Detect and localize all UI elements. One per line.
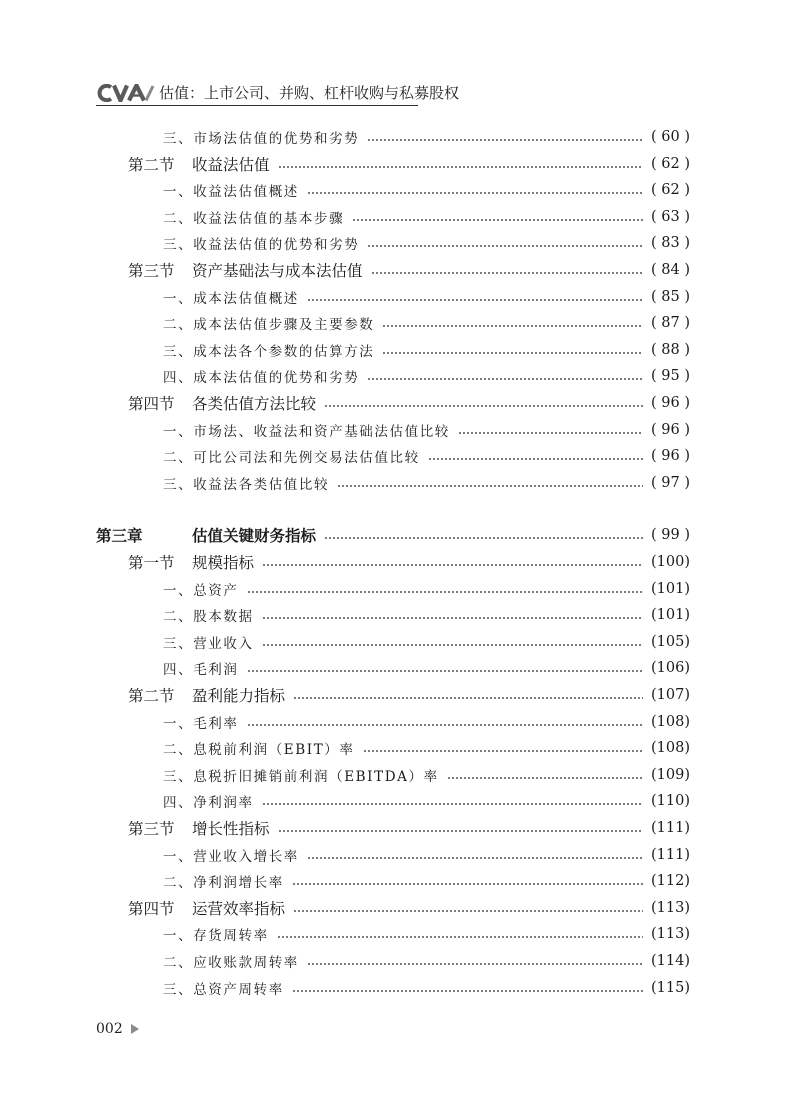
- toc-page-number: (109): [651, 766, 690, 783]
- toc-section-row[interactable]: [128, 257, 690, 283]
- toc-section-row[interactable]: [128, 815, 690, 841]
- toc-item-row[interactable]: [163, 975, 690, 1001]
- toc-entry-title: 二、成本法估值步骤及主要参数: [163, 317, 375, 334]
- dot-leader: [262, 803, 643, 805]
- toc-entry-title: 二、净利润增长率: [163, 875, 284, 892]
- toc-entry-title: 四、净利润率: [163, 795, 254, 812]
- toc-item-row[interactable]: [163, 443, 690, 469]
- toc-item-row[interactable]: [163, 762, 690, 788]
- toc-page-number: ( 60 ): [651, 129, 690, 145]
- toc-page-number: (113): [651, 899, 690, 916]
- dot-leader: [367, 378, 643, 380]
- toc-section-row[interactable]: [128, 390, 690, 416]
- dot-leader: [307, 299, 643, 301]
- toc-entry-title: 四、毛利润: [163, 662, 239, 679]
- toc-page-number: ( 99 ): [651, 527, 690, 544]
- toc-entry-number: 第四节: [128, 395, 175, 413]
- dot-leader: [337, 485, 643, 487]
- toc-item-row[interactable]: [163, 788, 690, 814]
- toc-entry-text: 增长性指标: [192, 820, 270, 838]
- toc-entry-text: 收益法估值: [192, 155, 270, 174]
- dot-leader: [262, 617, 643, 619]
- dot-leader: [371, 272, 644, 274]
- toc-item-row[interactable]: [163, 629, 690, 655]
- toc-entry-title: [128, 551, 254, 573]
- dot-leader: [307, 192, 643, 194]
- toc-item-row[interactable]: [163, 948, 690, 974]
- cva-logo: [96, 84, 156, 102]
- toc-item-row[interactable]: [163, 417, 690, 443]
- toc-item-row[interactable]: [163, 709, 690, 735]
- toc-page-number: (111): [651, 846, 690, 863]
- toc-item-row[interactable]: [163, 735, 690, 761]
- page-footer: [96, 1019, 139, 1039]
- toc-item-row[interactable]: [163, 842, 690, 868]
- toc-entry-text: 盈利能力指标: [192, 687, 286, 705]
- toc-entry-number: 第一节: [128, 554, 175, 572]
- toc-entry-text: 估值关键财务指标: [192, 527, 317, 546]
- toc-page-number: ( 96 ): [651, 421, 690, 438]
- toc-item-row[interactable]: [163, 921, 690, 947]
- dot-leader: [382, 325, 643, 327]
- toc-entry-title: 四、成本法估值的优势和劣势: [163, 370, 360, 387]
- toc-entry-title: 三、营业收入: [163, 635, 254, 652]
- toc-page-number: ( 62 ): [651, 155, 690, 172]
- toc-page-number: (108): [651, 740, 690, 757]
- toc-page-number: (115): [651, 979, 690, 996]
- toc-entry-title: [128, 897, 285, 919]
- toc-item-row[interactable]: [163, 655, 690, 681]
- dot-leader: [324, 405, 643, 407]
- toc-page-number: ( 96 ): [651, 395, 690, 411]
- toc-page-number: ( 87 ): [651, 315, 690, 332]
- toc-entry-title: 三、成本法各个参数的估算方法: [163, 343, 375, 360]
- dot-leader: [367, 139, 643, 141]
- dot-leader: [293, 697, 643, 699]
- toc-entry-title: 二、股本数据: [163, 609, 254, 626]
- toc-page-number: (113): [651, 926, 690, 943]
- toc-entry-text: 运营效率指标: [192, 899, 286, 918]
- toc-entry-text: 资产基础法与成本法估值: [192, 262, 363, 280]
- dot-leader: [307, 857, 643, 859]
- dot-leader: [363, 750, 643, 752]
- toc-entry-title: 二、应收账款周转率: [163, 955, 299, 971]
- toc-entry-number: 第三节: [128, 262, 175, 280]
- toc-page-number: (111): [651, 820, 690, 836]
- toc-entry-title: 一、收益法估值概述: [163, 184, 299, 201]
- toc-item-row[interactable]: [163, 576, 690, 602]
- toc-item-row[interactable]: [163, 602, 690, 628]
- toc-entry-title: 一、毛利率: [163, 715, 239, 732]
- toc-page-number: ( 84 ): [651, 262, 690, 278]
- toc-page-number: (100): [651, 554, 690, 570]
- toc-entry-title: [128, 684, 285, 706]
- toc-section-row[interactable]: [128, 682, 690, 708]
- toc-page-number: ( 83 ): [651, 235, 690, 252]
- toc-page-number: (110): [651, 793, 690, 810]
- toc-item-row[interactable]: [163, 124, 690, 150]
- toc-section-row[interactable]: [128, 549, 690, 575]
- dot-leader: [262, 644, 643, 646]
- toc-item-row[interactable]: [163, 204, 690, 230]
- toc-item-row[interactable]: [163, 337, 690, 363]
- toc-item-row[interactable]: [163, 363, 690, 389]
- book-title: 估值：上市公司、并购、杠杆收购与私募股权: [159, 84, 460, 102]
- toc-entry-title: 三、收益法估值的优势和劣势: [163, 237, 360, 254]
- toc-chapter-row[interactable]: [96, 522, 690, 548]
- toc-entry-title: [128, 817, 270, 839]
- toc-page-number: (107): [651, 687, 690, 703]
- toc-page-number: (112): [651, 873, 690, 890]
- dot-leader: [247, 724, 644, 726]
- dot-leader: [447, 777, 643, 779]
- toc-page-number: (106): [651, 660, 690, 677]
- toc-entry-title: 二、收益法估值的基本步骤: [163, 210, 345, 227]
- toc-entry-number: 第四节: [128, 899, 175, 918]
- toc-item-row[interactable]: [163, 310, 690, 336]
- toc-entry-title: 二、可比公司法和先例交易法估值比较: [163, 450, 420, 467]
- dot-leader: [352, 219, 643, 221]
- dot-leader: [292, 883, 643, 885]
- toc-entry-title: 一、总资产: [163, 582, 239, 599]
- dot-leader: [292, 990, 643, 992]
- toc-entry-title: 二、息税前利润（EBIT）率: [163, 742, 355, 759]
- dot-leader: [247, 670, 644, 672]
- toc-page-number: ( 63 ): [651, 208, 690, 225]
- dot-leader: [293, 910, 643, 912]
- toc-entry-title: 一、存货周转率: [163, 928, 269, 945]
- triangle-arrow-icon: [131, 1024, 139, 1034]
- toc-page-number: (101): [651, 607, 690, 624]
- dot-leader: [247, 591, 644, 593]
- toc-entry-number: 第三节: [128, 820, 175, 838]
- toc-page-number: ( 85 ): [651, 288, 690, 305]
- dot-leader: [307, 963, 643, 965]
- toc-entry-title: [96, 524, 316, 546]
- page-number: 002: [96, 1021, 123, 1037]
- toc-entry-number: 第二节: [128, 687, 175, 705]
- dot-leader: [278, 830, 643, 832]
- toc-page-number: ( 88 ): [651, 341, 690, 358]
- toc-entry-number: 第二节: [128, 155, 175, 174]
- running-header: [96, 82, 460, 106]
- toc-entry-text: 规模指标: [192, 554, 255, 572]
- toc-page-number: (114): [651, 953, 690, 969]
- toc-entry-title: 三、市场法估值的优势和劣势: [163, 131, 360, 147]
- dot-leader: [324, 537, 643, 539]
- toc-entry-number: 第三章: [96, 527, 143, 546]
- toc-page-number: ( 62 ): [651, 182, 690, 199]
- dot-leader: [278, 166, 644, 168]
- toc-entry-title: [128, 153, 270, 175]
- toc-entry-title: [128, 392, 316, 414]
- toc-entry-title: [128, 259, 363, 281]
- toc-entry-title: 一、市场法、收益法和资产基础法估值比较: [163, 423, 450, 440]
- toc-page-number: ( 95 ): [651, 368, 690, 385]
- toc-item-row[interactable]: [163, 470, 690, 496]
- toc-item-row[interactable]: [163, 177, 690, 203]
- toc-item-row[interactable]: [163, 868, 690, 894]
- toc-item-row[interactable]: [163, 284, 690, 310]
- toc-entry-title: 三、总资产周转率: [163, 981, 284, 998]
- dot-leader: [428, 458, 643, 460]
- header-divider: [96, 105, 418, 106]
- toc-item-row[interactable]: [163, 230, 690, 256]
- toc-section-row[interactable]: [128, 895, 690, 921]
- toc-entry-title: 三、息税折旧摊销前利润（EBITDA）率: [163, 768, 439, 785]
- toc-entry-text: 各类估值方法比较: [192, 395, 317, 413]
- toc-entry-title: 一、营业收入增长率: [163, 848, 299, 865]
- dot-leader: [367, 245, 643, 247]
- toc-entry-title: 一、成本法估值概述: [163, 290, 299, 307]
- toc-page-number: (101): [651, 580, 690, 597]
- toc-entry-title: 三、收益法各类估值比较: [163, 476, 330, 493]
- dot-leader: [277, 936, 643, 938]
- toc-section-row[interactable]: [128, 151, 690, 177]
- toc-page-number: ( 96 ): [651, 448, 690, 465]
- toc-page-number: (105): [651, 633, 690, 650]
- dot-leader: [382, 352, 643, 354]
- dot-leader: [262, 564, 643, 566]
- dot-leader: [458, 432, 643, 434]
- toc-page-number: (108): [651, 713, 690, 730]
- toc-page-number: ( 97 ): [651, 474, 690, 491]
